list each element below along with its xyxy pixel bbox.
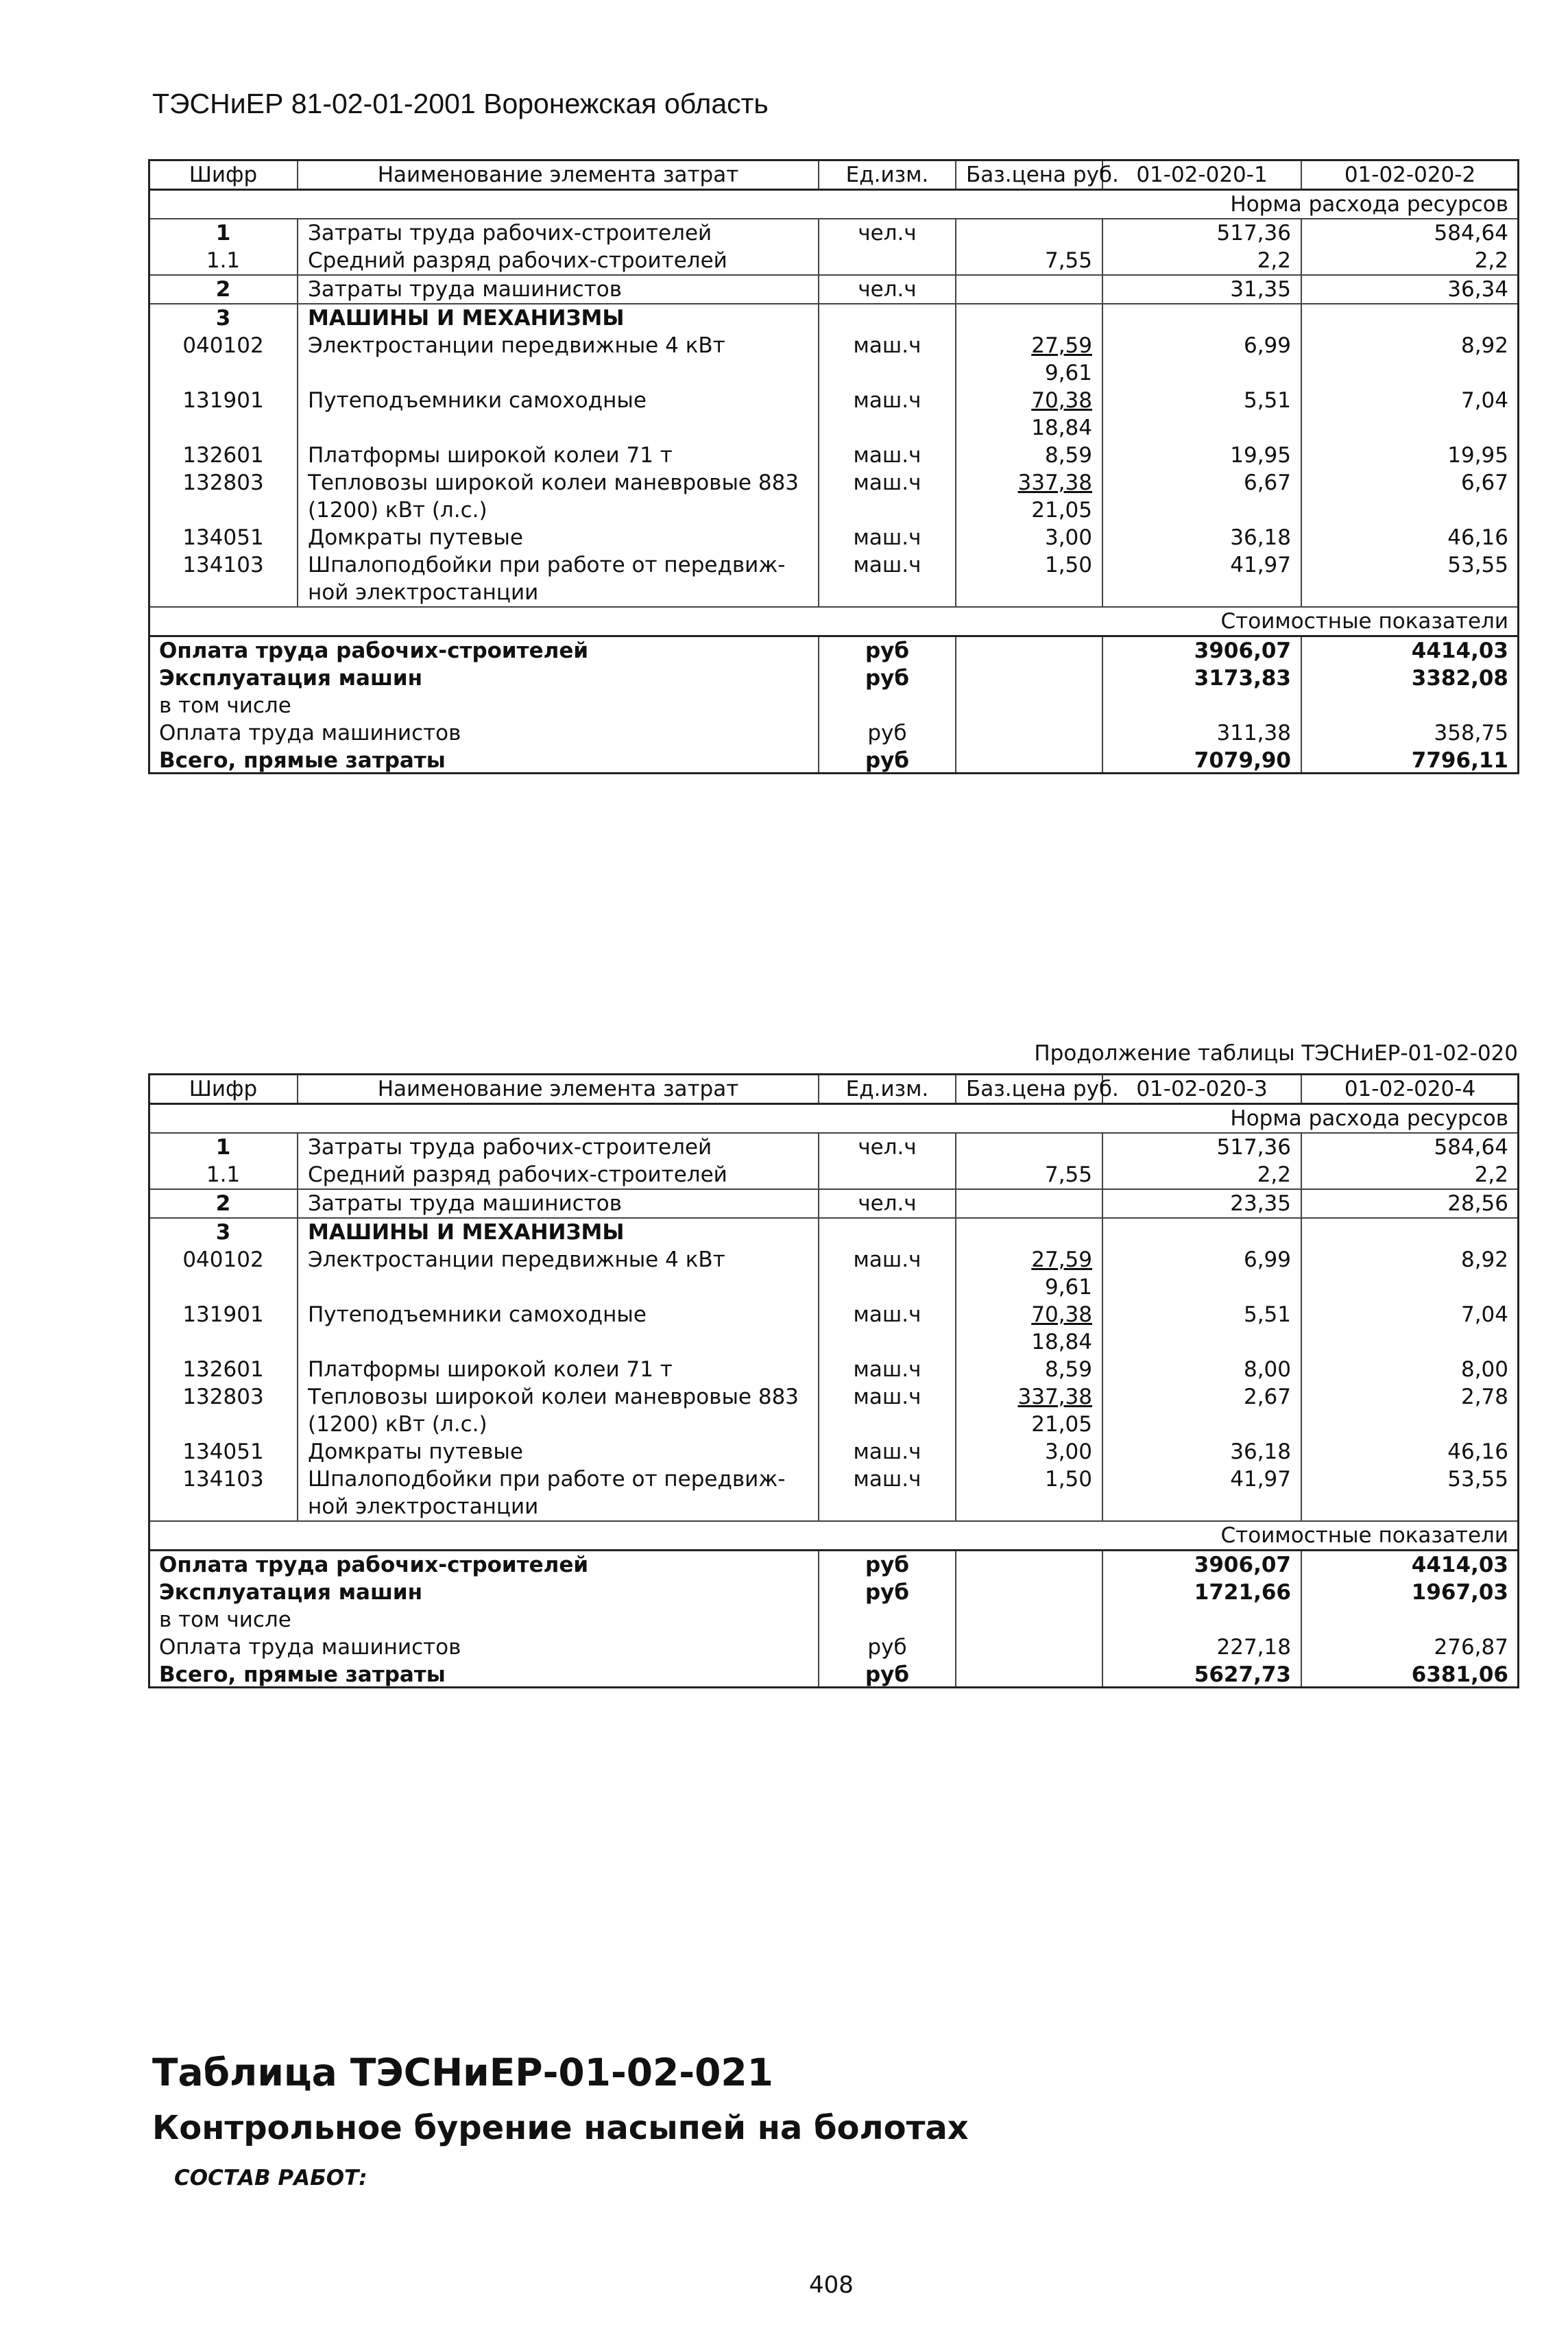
- unit-cell: [819, 247, 956, 275]
- norm-value-2: 53,55: [1447, 553, 1508, 577]
- norm-value-1: 2,2: [1102, 247, 1301, 275]
- price-cell: [956, 1246, 1102, 1301]
- code-cell: 040102: [149, 1246, 298, 1301]
- code-cell: 132601: [149, 1356, 298, 1383]
- totals-row: [149, 636, 1518, 665]
- totals-label: Оплата труда рабочих-строителей: [159, 1553, 589, 1577]
- totals-price: [956, 692, 1102, 719]
- norm-value-2: 584,64: [1434, 221, 1508, 246]
- norm-value-2: 46,16: [1447, 525, 1508, 550]
- name-cell: Средний разряд рабочих-строителей: [298, 1161, 819, 1189]
- code-cell: 1.1: [149, 1161, 298, 1189]
- unit-cell: маш.ч: [819, 387, 956, 442]
- unit-cell: маш.ч: [819, 1466, 956, 1521]
- column-header: 01-02-020-2: [1301, 160, 1518, 190]
- table-row: [149, 1301, 1518, 1356]
- price-value: 1,50: [1044, 553, 1092, 577]
- section-row-norms: [149, 190, 1518, 219]
- section-label-norms: Норма расхода ресурсов: [149, 190, 1518, 219]
- table-row: [149, 1189, 1518, 1218]
- price-value: 27,59: [1031, 333, 1092, 358]
- table-row: [149, 387, 1518, 442]
- norm-value-1: 5,51: [1102, 387, 1301, 442]
- table-row: [149, 1438, 1518, 1466]
- norm-value-2: [1301, 304, 1518, 332]
- totals-value-2: 4414,03: [1411, 1553, 1508, 1577]
- norm-value-1: 19,95: [1102, 442, 1301, 469]
- column-header: Баз.цена руб.: [956, 1075, 1102, 1104]
- price-value: 8,59: [1044, 1357, 1092, 1382]
- norm-value-1: 31,35: [1102, 275, 1301, 304]
- price-cell: [956, 219, 1102, 247]
- table-row: [149, 524, 1518, 551]
- totals-row: [149, 1579, 1518, 1606]
- column-header: Шифр: [149, 1075, 298, 1104]
- totals-price: [956, 1606, 1102, 1634]
- norm-value-1: 41,97: [1102, 1466, 1301, 1521]
- totals-value-1: [1102, 1606, 1301, 1634]
- table-row: [149, 1466, 1518, 1521]
- name-cell: Домкраты путевые: [298, 524, 819, 551]
- code-cell: 134051: [149, 524, 298, 551]
- norm-value-2: 46,16: [1447, 1439, 1508, 1464]
- totals-value-2: 3382,08: [1411, 666, 1508, 691]
- norm-value-1: 6,99: [1102, 1246, 1301, 1301]
- norm-value-1: 2,67: [1102, 1383, 1301, 1438]
- norm-value-2: 8,00: [1460, 1357, 1508, 1382]
- code-cell: 132803: [149, 469, 298, 524]
- totals-value-1: 311,38: [1102, 719, 1301, 747]
- code-cell: 132803: [149, 1383, 298, 1438]
- totals-value-1: 3906,07: [1102, 1551, 1301, 1579]
- norm-value-2: 584,64: [1434, 1135, 1508, 1160]
- norm-value-2: 7,04: [1460, 1302, 1508, 1327]
- norm-value-1: 517,36: [1102, 219, 1301, 247]
- totals-unit: руб: [819, 1661, 956, 1688]
- table-row: [149, 219, 1518, 247]
- totals-value-2: 1967,03: [1411, 1580, 1508, 1605]
- totals-price: [956, 636, 1102, 665]
- norm-value-1: 2,2: [1102, 1161, 1301, 1189]
- totals-label: Оплата труда машинистов: [159, 1635, 461, 1660]
- totals-unit: [819, 1606, 956, 1634]
- norm-value-1: [1102, 1218, 1301, 1246]
- code-cell: 131901: [149, 387, 298, 442]
- name-cell: Домкраты путевые: [298, 1438, 819, 1466]
- totals-unit: руб: [819, 636, 956, 665]
- code-cell: 2: [149, 1189, 298, 1218]
- unit-cell: маш.ч: [819, 1301, 956, 1356]
- price-value: 3,00: [1044, 525, 1092, 550]
- norm-value-1: 6,99: [1102, 332, 1301, 387]
- totals-row: [149, 665, 1518, 692]
- price-cell: [956, 524, 1102, 551]
- table-row: [149, 275, 1518, 304]
- page-header: ТЭСНиЕР 81-02-01-2001 Воронежская область: [152, 88, 769, 119]
- price-value: 1,50: [1044, 1467, 1092, 1492]
- column-header: Наименование элемента затрат: [298, 160, 819, 190]
- totals-value-1: 3906,07: [1102, 636, 1301, 665]
- name-cell: Путеподъемники самоходные: [298, 387, 819, 442]
- section-label-costs: Стоимостные показатели: [149, 1521, 1518, 1551]
- name-cell: Электростанции передвижные 4 кВт: [298, 332, 819, 387]
- norm-value-2: 8,92: [1460, 333, 1508, 358]
- price-value: 27,59: [1031, 1247, 1092, 1272]
- name-cell: МАШИНЫ И МЕХАНИЗМЫ: [298, 304, 819, 332]
- price-cell: [956, 304, 1102, 332]
- price-secondary: 21,05: [1031, 1412, 1092, 1437]
- price-cell: [956, 1133, 1102, 1161]
- price-cell: [956, 1189, 1102, 1218]
- name-cell: Средний разряд рабочих-строителей: [298, 247, 819, 275]
- section-row-norms: [149, 1104, 1518, 1134]
- totals-value-2: [1301, 1606, 1518, 1634]
- norm-value-2: 7,04: [1460, 388, 1508, 413]
- totals-unit: руб: [819, 719, 956, 747]
- price-value: 7,55: [1044, 1162, 1092, 1187]
- name-cell: Затраты труда машинистов: [298, 1189, 819, 1218]
- totals-value-2: 358,75: [1434, 721, 1508, 745]
- table-row: [149, 442, 1518, 469]
- price-value: 337,38: [1017, 470, 1092, 495]
- totals-value-2: [1301, 692, 1518, 719]
- table-row: [149, 469, 1518, 524]
- totals-value-1: 3173,83: [1102, 665, 1301, 692]
- table-row: [149, 247, 1518, 275]
- norm-value-2: 8,92: [1460, 1247, 1508, 1272]
- totals-label: в том числе: [159, 693, 291, 718]
- name-cell: Затраты труда рабочих-строителей: [298, 1133, 819, 1161]
- norm-value-1: 6,67: [1102, 469, 1301, 524]
- totals-value-1: 227,18: [1102, 1634, 1301, 1661]
- norm-value-1: 36,18: [1102, 1438, 1301, 1466]
- table-row: [149, 1161, 1518, 1189]
- unit-cell: [819, 304, 956, 332]
- totals-label: Всего, прямые затраты: [159, 748, 446, 773]
- price-cell: [956, 275, 1102, 304]
- price-value: 3,00: [1044, 1439, 1092, 1464]
- norm-value-1: 517,36: [1102, 1133, 1301, 1161]
- name-cell: Затраты труда рабочих-строителей: [298, 219, 819, 247]
- table-row: [149, 1356, 1518, 1383]
- totals-unit: руб: [819, 1579, 956, 1606]
- code-cell: 3: [149, 1218, 298, 1246]
- totals-price: [956, 719, 1102, 747]
- totals-unit: руб: [819, 1634, 956, 1661]
- page-number: 408: [809, 2271, 854, 2299]
- totals-row: [149, 1606, 1518, 1634]
- name-cell: Тепловозы широкой колеи маневровые 883 (1200) кВт (л.с.): [298, 1383, 819, 1438]
- price-value: 70,38: [1031, 388, 1092, 413]
- column-header: Наименование элемента затрат: [298, 1075, 819, 1104]
- price-cell: [956, 1466, 1102, 1521]
- totals-price: [956, 1551, 1102, 1579]
- totals-value-1: [1102, 692, 1301, 719]
- price-cell: [956, 247, 1102, 275]
- section-row-costs: [149, 1521, 1518, 1551]
- price-cell: [956, 442, 1102, 469]
- norm-value-2: 2,2: [1474, 248, 1508, 273]
- name-cell: Путеподъемники самоходные: [298, 1301, 819, 1356]
- unit-cell: чел.ч: [819, 275, 956, 304]
- unit-cell: чел.ч: [819, 1189, 956, 1218]
- code-cell: 134051: [149, 1438, 298, 1466]
- column-header: Шифр: [149, 160, 298, 190]
- table-continuation-label: Продолжение таблицы ТЭСНиЕР-01-02-020: [1034, 1041, 1518, 1066]
- resource-table: [149, 159, 1518, 774]
- column-header: 01-02-020-4: [1301, 1075, 1518, 1104]
- norm-value-1: 36,18: [1102, 524, 1301, 551]
- section-label-norms: Норма расхода ресурсов: [149, 1104, 1518, 1134]
- code-cell: 1: [149, 219, 298, 247]
- composition-label: СОСТАВ РАБОТ:: [174, 2166, 367, 2190]
- unit-cell: чел.ч: [819, 219, 956, 247]
- unit-cell: маш.ч: [819, 1438, 956, 1466]
- price-cell: [956, 1301, 1102, 1356]
- totals-price: [956, 665, 1102, 692]
- code-cell: 132601: [149, 442, 298, 469]
- code-cell: 1.1: [149, 247, 298, 275]
- section-subtitle: Контрольное бурение насыпей на болотах: [152, 2109, 969, 2147]
- totals-unit: руб: [819, 665, 956, 692]
- price-cell: [956, 387, 1102, 442]
- norm-value-1: 5,51: [1102, 1301, 1301, 1356]
- totals-price: [956, 1634, 1102, 1661]
- totals-value-2: 4414,03: [1411, 638, 1508, 663]
- name-cell: Шпалоподбойки при работе от передвиж-ной электростанции: [298, 1466, 819, 1521]
- totals-price: [956, 747, 1102, 774]
- column-header: 01-02-020-3: [1102, 1075, 1301, 1104]
- totals-row: [149, 719, 1518, 747]
- price-value: 337,38: [1017, 1385, 1092, 1409]
- code-cell: 134103: [149, 1466, 298, 1521]
- totals-row: [149, 692, 1518, 719]
- unit-cell: маш.ч: [819, 551, 956, 607]
- resource-table: [149, 1073, 1518, 1688]
- column-header: 01-02-020-1: [1102, 160, 1301, 190]
- price-value: 70,38: [1031, 1302, 1092, 1327]
- code-cell: 134103: [149, 551, 298, 607]
- norm-value-2: 53,55: [1447, 1467, 1508, 1492]
- totals-row: [149, 1551, 1518, 1579]
- price-cell: [956, 551, 1102, 607]
- price-value: 7,55: [1044, 248, 1092, 273]
- unit-cell: маш.ч: [819, 442, 956, 469]
- price-cell: [956, 1356, 1102, 1383]
- unit-cell: маш.ч: [819, 524, 956, 551]
- section-row-costs: [149, 607, 1518, 636]
- table-row: [149, 551, 1518, 607]
- norm-value-2: [1301, 1218, 1518, 1246]
- totals-value-1: 1721,66: [1102, 1579, 1301, 1606]
- table-row: [149, 1246, 1518, 1301]
- name-cell: Платформы широкой колеи 71 т: [298, 1356, 819, 1383]
- norm-value-1: 8,00: [1102, 1356, 1301, 1383]
- price-secondary: 9,61: [1044, 361, 1092, 385]
- totals-row: [149, 1634, 1518, 1661]
- unit-cell: [819, 1218, 956, 1246]
- totals-value-2: 6381,06: [1411, 1662, 1508, 1687]
- code-cell: 131901: [149, 1301, 298, 1356]
- totals-unit: руб: [819, 747, 956, 774]
- norm-value-2: 28,56: [1301, 1189, 1518, 1218]
- table-row: [149, 332, 1518, 387]
- totals-row: [149, 747, 1518, 774]
- code-cell: 3: [149, 304, 298, 332]
- price-cell: [956, 1383, 1102, 1438]
- unit-cell: маш.ч: [819, 469, 956, 524]
- totals-label: Эксплуатация машин: [159, 1580, 423, 1605]
- norm-value-2: 19,95: [1447, 443, 1508, 468]
- price-cell: [956, 1161, 1102, 1189]
- totals-value-1: 7079,90: [1102, 747, 1301, 774]
- norm-value-1: 23,35: [1102, 1189, 1301, 1218]
- unit-cell: маш.ч: [819, 332, 956, 387]
- column-header: Баз.цена руб.: [956, 160, 1102, 190]
- unit-cell: маш.ч: [819, 1383, 956, 1438]
- norm-value-2: 2,78: [1460, 1385, 1508, 1409]
- name-cell: Тепловозы широкой колеи маневровые 883 (1200) кВт (л.с.): [298, 469, 819, 524]
- table-row: [149, 1218, 1518, 1246]
- code-cell: 2: [149, 275, 298, 304]
- table-header-row: [149, 1075, 1518, 1104]
- totals-price: [956, 1661, 1102, 1688]
- price-secondary: 21,05: [1031, 498, 1092, 523]
- price-secondary: 18,84: [1031, 416, 1092, 440]
- price-value: 8,59: [1044, 443, 1092, 468]
- name-cell: Затраты труда машинистов: [298, 275, 819, 304]
- norm-value-1: 41,97: [1102, 551, 1301, 607]
- unit-cell: маш.ч: [819, 1246, 956, 1301]
- price-cell: [956, 1218, 1102, 1246]
- price-cell: [956, 469, 1102, 524]
- table-row: [149, 304, 1518, 332]
- section-title: Таблица ТЭСНиЕР-01-02-021: [152, 2051, 773, 2094]
- totals-label: Оплата труда рабочих-строителей: [159, 638, 589, 663]
- name-cell: Электростанции передвижные 4 кВт: [298, 1246, 819, 1301]
- totals-label: Эксплуатация машин: [159, 666, 423, 691]
- norm-value-2: 36,34: [1301, 275, 1518, 304]
- norm-value-2: 6,67: [1460, 470, 1508, 495]
- totals-value-2: 7796,11: [1411, 748, 1508, 773]
- totals-unit: [819, 692, 956, 719]
- totals-unit: руб: [819, 1551, 956, 1579]
- name-cell: Платформы широкой колеи 71 т: [298, 442, 819, 469]
- section-label-costs: Стоимостные показатели: [149, 607, 1518, 636]
- totals-label: Оплата труда машинистов: [159, 721, 461, 745]
- totals-row: [149, 1661, 1518, 1688]
- totals-value-1: 5627,73: [1102, 1661, 1301, 1688]
- totals-label: Всего, прямые затраты: [159, 1662, 446, 1687]
- totals-label: в том числе: [159, 1607, 291, 1632]
- column-header: Ед.изм.: [819, 160, 956, 190]
- table-row: [149, 1383, 1518, 1438]
- table-header-row: [149, 160, 1518, 190]
- totals-value-2: 276,87: [1434, 1635, 1508, 1660]
- name-cell: Шпалоподбойки при работе от передвиж-ной электростанции: [298, 551, 819, 607]
- column-header: Ед.изм.: [819, 1075, 956, 1104]
- price-cell: [956, 332, 1102, 387]
- code-cell: 040102: [149, 332, 298, 387]
- price-secondary: 9,61: [1044, 1275, 1092, 1300]
- price-cell: [956, 1438, 1102, 1466]
- norm-value-1: [1102, 304, 1301, 332]
- code-cell: 1: [149, 1133, 298, 1161]
- unit-cell: маш.ч: [819, 1356, 956, 1383]
- name-cell: МАШИНЫ И МЕХАНИЗМЫ: [298, 1218, 819, 1246]
- unit-cell: чел.ч: [819, 1133, 956, 1161]
- price-secondary: 18,84: [1031, 1330, 1092, 1354]
- unit-cell: [819, 1161, 956, 1189]
- totals-price: [956, 1579, 1102, 1606]
- norm-value-2: 2,2: [1474, 1162, 1508, 1187]
- table-row: [149, 1133, 1518, 1161]
